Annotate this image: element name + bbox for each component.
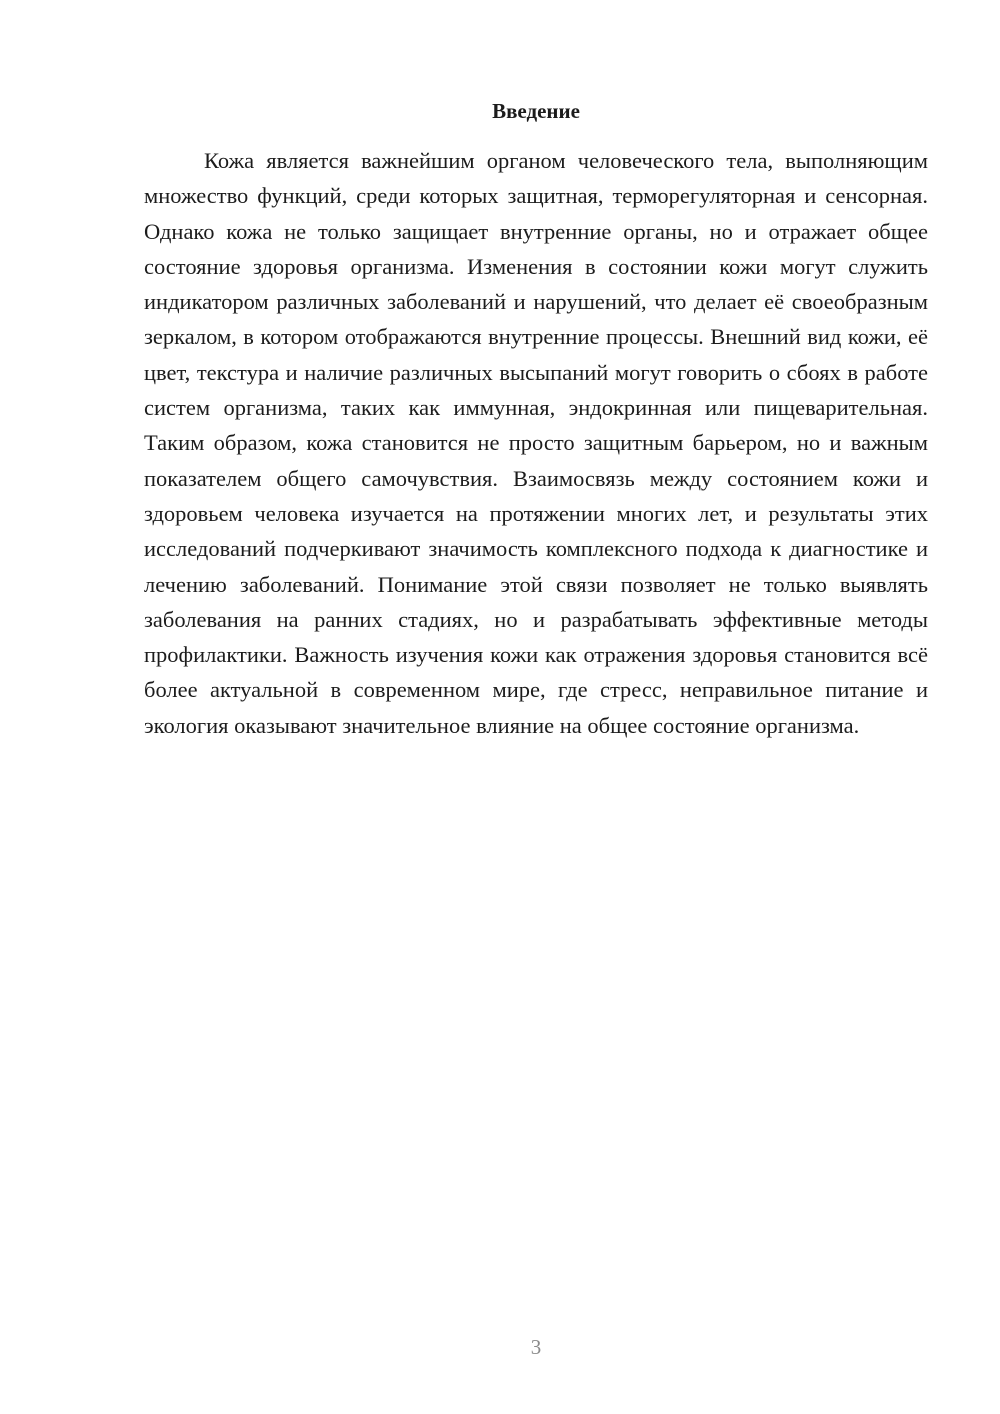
intro-paragraph: Кожа является важнейшим органом человеческого тела, выполняющим множество функций, среди которых защитная, терморегуляторная и сенсорная. Однако кожа не только защищает внутренние органы, но и отражает общее состояние здоровья организма. Изменения в состоянии кожи могут служить индикатором различных заболеваний и нарушений, что делает её своеобразным зеркалом, в котором отображаются внутренние процессы. Внешний вид кожи, её цвет, текстура и наличие различных высыпаний могут говорить о сбоях в работе систем организма, таких как иммунная, эндокринная или пищеварительная. Таким образом, кожа становится не просто защитным барьером, но и важным показателем общего самочувствия. Взаимосвязь между состоянием кожи и здоровьем человека изучается на протяжении многих лет, и результаты этих исследований подчеркивают значимость комплексного подхода к диагностике и лечению заболеваний. Понимание этой связи позволяет не только выявлять заболевания на ранних стадиях, но и разрабатывать эффективные методы профилактики. Важность изучения кожи как отражения здоровья становится всё более актуальной в современном мире, где стресс, неправильное питание и экология оказывают значительное влияние на общее состояние организма. (144, 148, 928, 738)
page-number: 3 (530, 1335, 542, 1359)
section-heading: Введение (492, 99, 580, 123)
